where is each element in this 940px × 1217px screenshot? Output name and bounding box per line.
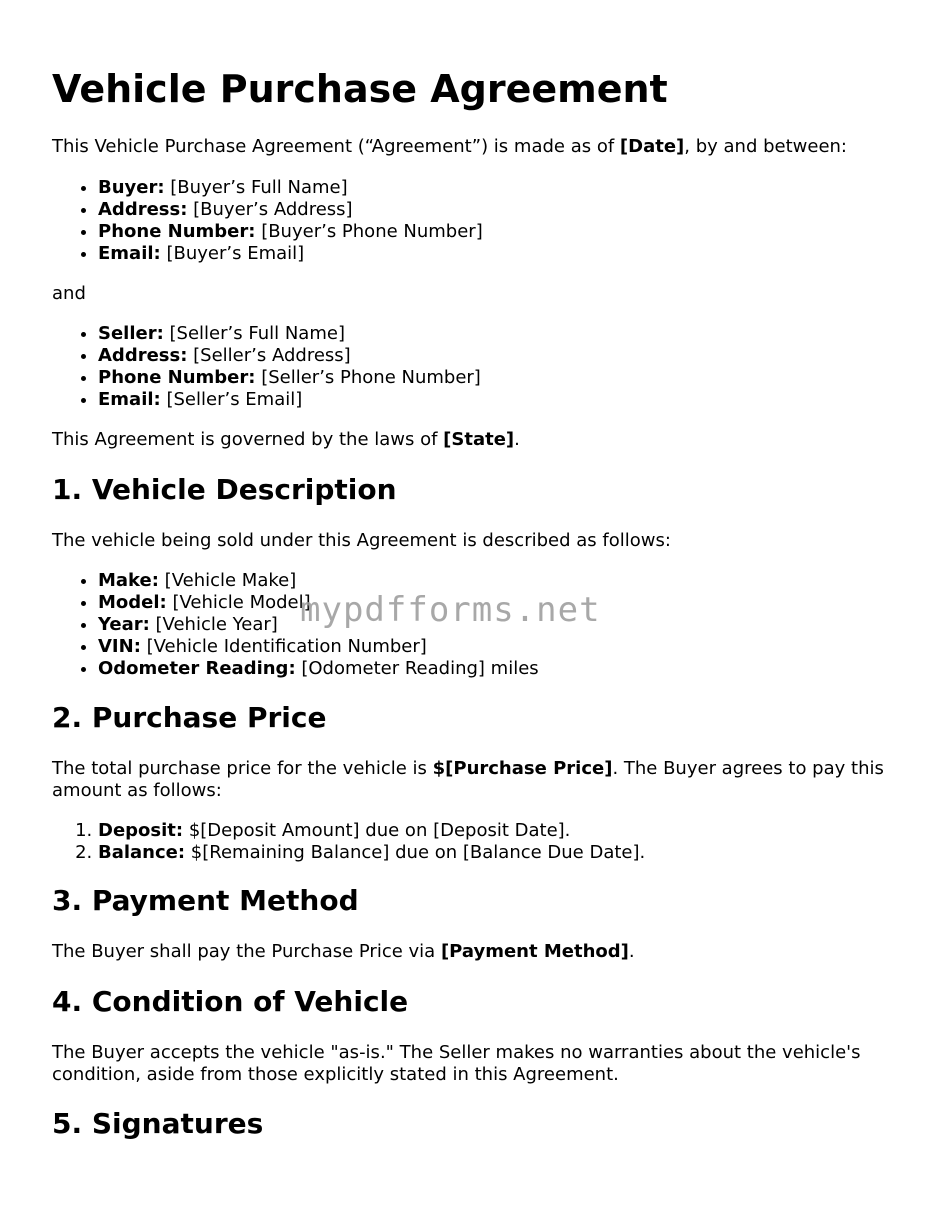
section-heading-vehicle-description: 1. Vehicle Description	[52, 473, 397, 506]
payment-method-placeholder: [Payment Method]	[440, 941, 629, 962]
watermark-text: mypdfforms.net	[300, 590, 601, 630]
list-item: • VIN: [Vehicle Identification Number]	[98, 636, 898, 658]
list-item: 2. Balance: $[Remaining Balance] due on [Balance Due Date].	[98, 842, 898, 864]
condition-paragraph: The Buyer accepts the vehicle "as-is." The Seller makes no warranties about the vehicle's condition, aside from those explicitly stated in this Agreement.	[52, 1042, 861, 1085]
list-item: • Phone Number: [Buyer’s Phone Number]	[98, 221, 898, 243]
seller-list	[98, 323, 898, 411]
list-item: • Email: [Seller’s Email]	[98, 389, 898, 411]
intro-paragraph: This Vehicle Purchase Agreement (“Agreement”) is made as of [Date], by and between:	[52, 136, 847, 157]
list-item: • Model: [Vehicle Model]	[98, 592, 898, 614]
governed-paragraph: This Agreement is governed by the laws of [State].	[52, 429, 520, 450]
buyer-list	[98, 177, 898, 265]
payment-method-paragraph: The Buyer shall pay the Purchase Price via [Payment Method].	[52, 941, 635, 962]
section-heading-signatures: 5. Signatures	[52, 1107, 264, 1140]
list-item: 1. Deposit: $[Deposit Amount] due on [Deposit Date].	[98, 820, 898, 842]
payment-schedule-list	[98, 820, 898, 864]
state-placeholder: [State]	[443, 429, 515, 450]
list-item: • Address: [Buyer’s Address]	[98, 199, 898, 221]
list-item: • Phone Number: [Seller’s Phone Number]	[98, 367, 898, 389]
list-item: • Address: [Seller’s Address]	[98, 345, 898, 367]
list-item: • Make: [Vehicle Make]	[98, 570, 898, 592]
section-heading-payment-method: 3. Payment Method	[52, 884, 359, 917]
section-heading-purchase-price: 2. Purchase Price	[52, 701, 327, 734]
and-text: and	[52, 283, 86, 304]
section-heading-condition: 4. Condition of Vehicle	[52, 985, 409, 1018]
list-item: • Seller: [Seller’s Full Name]	[98, 323, 898, 345]
purchase-price-paragraph: The total purchase price for the vehicle is $[Purchase Price]. The Buyer agrees to pay this amount as follows:	[52, 758, 884, 801]
date-placeholder: [Date]	[619, 136, 685, 157]
list-item: • Odometer Reading: [Odometer Reading] miles	[98, 658, 898, 680]
list-item: • Buyer: [Buyer’s Full Name]	[98, 177, 898, 199]
vehicle-description-paragraph: The vehicle being sold under this Agreement is described as follows:	[52, 530, 671, 551]
list-item: • Year: [Vehicle Year]	[98, 614, 898, 636]
document-title: Vehicle Purchase Agreement	[52, 67, 668, 111]
list-item: • Email: [Buyer’s Email]	[98, 243, 898, 265]
price-placeholder: $[Purchase Price]	[432, 758, 613, 779]
